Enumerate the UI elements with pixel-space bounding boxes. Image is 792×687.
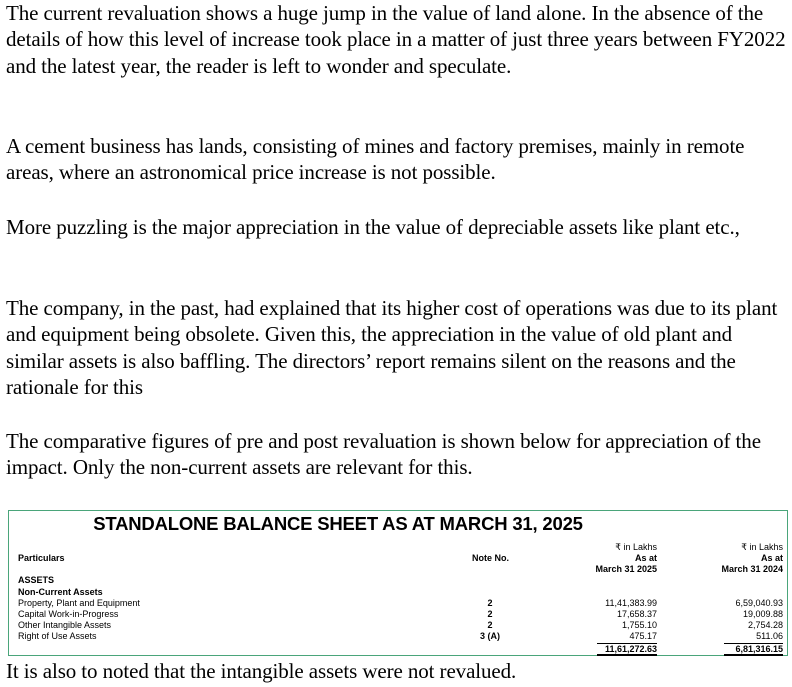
header-column-2024 xyxy=(693,542,783,575)
header-column-2025 xyxy=(567,542,657,575)
subsection-non-current-assets xyxy=(9,587,787,598)
header-date-2025: March 31 2025 xyxy=(595,564,657,574)
row-label: Other Intangible Assets xyxy=(18,620,112,630)
paragraph-comparative-figures: The comparative figures of pre and post revaluation is shown below for appreciation of the impact. Only the non-current assets are relevant for this. xyxy=(6,429,761,480)
section-assets-label: ASSETS xyxy=(18,575,55,585)
header-as-at-2025: As at xyxy=(634,553,657,563)
row-label: Capital Work-in-Progress xyxy=(18,609,119,619)
footer-note-intangibles: It is also to noted that the intangible assets were not revalued. xyxy=(6,659,517,683)
total-value-2024: 6,81,316.15 xyxy=(724,643,783,656)
subsection-label: Non-Current Assets xyxy=(18,587,103,597)
row-value-2025: 17,658.37 xyxy=(616,609,657,619)
header-date-2024: March 31 2024 xyxy=(721,564,783,574)
table-row xyxy=(9,609,787,620)
row-note: 2 xyxy=(487,609,493,619)
row-label: Property, Plant and Equipment xyxy=(18,598,140,608)
table-row xyxy=(9,631,787,642)
header-note-no: Note No. xyxy=(472,553,509,563)
header-as-at-2024: As at xyxy=(760,553,783,563)
balance-sheet-title: STANDALONE BALANCE SHEET AS AT MARCH 31, 2025 xyxy=(93,513,583,534)
header-unit-2025: ₹ in Lakhs xyxy=(615,542,657,552)
paragraph-depreciable-assets: More puzzling is the major appreciation in the value of depreciable assets like plant etc., xyxy=(6,215,740,239)
paragraph-land-revaluation: The current revaluation shows a huge jump in the value of land alone. In the absence of the details of how this level of increase took place in a matter of just three years between FY2022 and the latest year, the reader is left to wonder and speculate. xyxy=(6,1,786,78)
row-value-2024: 19,009.88 xyxy=(742,609,783,619)
table-row xyxy=(9,598,787,609)
row-value-2024: 511.06 xyxy=(756,631,783,641)
row-value-2024: 2,754.28 xyxy=(747,620,783,630)
row-note: 2 xyxy=(487,598,493,608)
row-value-2024: 6,59,040.93 xyxy=(735,598,783,608)
row-label: Right of Use Assets xyxy=(18,631,97,641)
paragraph-obsolete-plant: The company, in the past, had explained that its higher cost of operations was due to its plant and equipment being obsolete. Given this, the appreciation in the value of old plant and similar assets is also baffling. The directors’ report remains silent on the reasons and the rationale for this xyxy=(6,296,778,400)
row-value-2025: 1,755.10 xyxy=(621,620,657,630)
paragraph-cement-lands: A cement business has lands, consisting of mines and factory premises, mainly in remote areas, where an astronomical price increase is not possible. xyxy=(6,134,745,185)
total-row xyxy=(9,643,787,654)
table-row xyxy=(9,620,787,631)
header-unit-2024: ₹ in Lakhs xyxy=(741,542,783,552)
row-value-2025: 11,41,383.99 xyxy=(605,598,657,608)
row-note: 2 xyxy=(487,620,493,630)
balance-sheet-excerpt xyxy=(8,510,788,656)
section-assets xyxy=(9,575,787,586)
total-value-2025: 11,61,272.63 xyxy=(597,643,657,656)
header-particulars: Particulars xyxy=(18,553,65,563)
row-note: 3 (A) xyxy=(480,631,500,641)
row-value-2025: 475.17 xyxy=(629,631,657,641)
